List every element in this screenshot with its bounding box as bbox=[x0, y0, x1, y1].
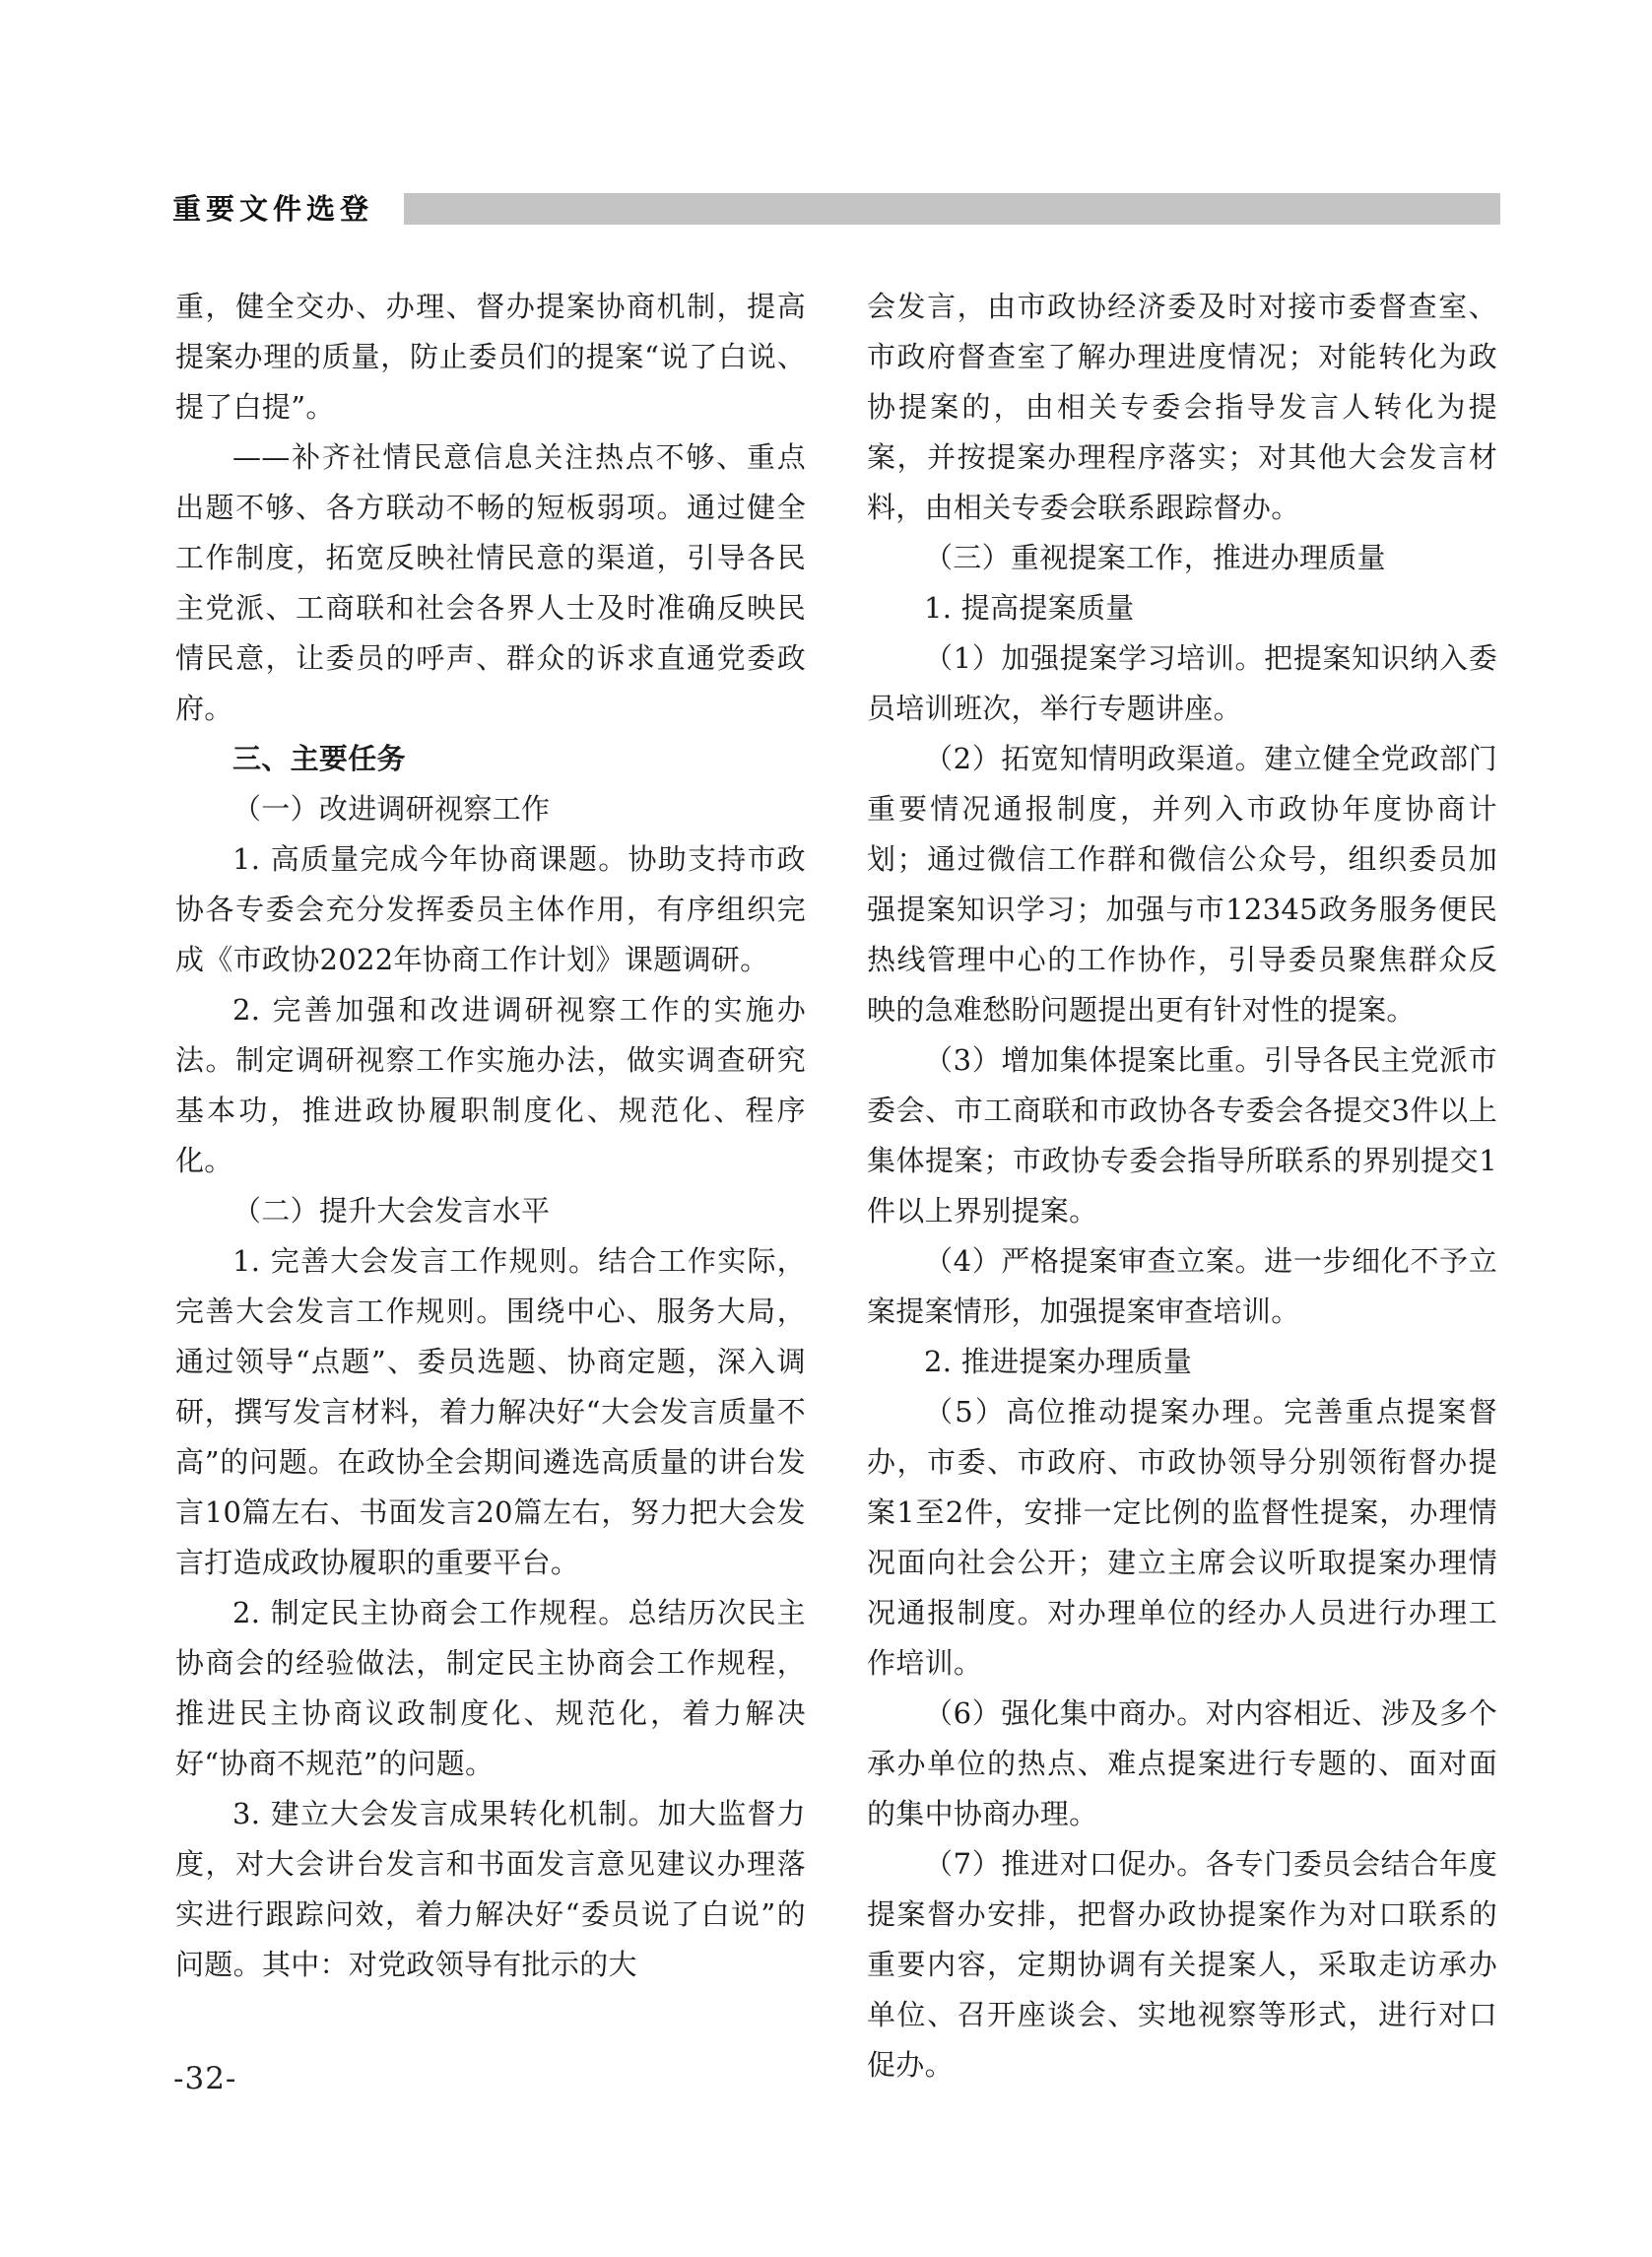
left-column-paragraph: 2. 完善加强和改进调研视察工作的实施办法。制定调研视察工作实施办法，做实调查研究基本功，推进政协履职制度化、规范化、程序化。 bbox=[175, 993, 806, 1177]
header-gray-bar bbox=[404, 193, 1500, 225]
right-column-paragraph: （4）严格提案审查立案。进一步细化不予立案提案情形，加强提案审查培训。 bbox=[867, 1244, 1497, 1328]
left-column-paragraph: （二）提升大会发言水平 bbox=[232, 1194, 551, 1228]
right-column-paragraph: （三）重视提案工作，推进办理质量 bbox=[924, 541, 1386, 574]
right-column-paragraph: （1）加强提案学习培训。把提案知识纳入委员培训班次，举行专题讲座。 bbox=[867, 641, 1497, 725]
right-text-column bbox=[867, 282, 1497, 2091]
right-column-paragraph: （2）拓宽知情明政渠道。建立健全党政部门重要情况通报制度，并列入市政协年度协商计划；通过微信工作群和微信公众号，组织委员加强提案知识学习；加强与市12345政务服务便民热线管理中心的工作协作，引导委员聚焦群众反映的急难愁盼问题提出更有针对性的提案。 bbox=[867, 742, 1497, 1027]
left-column-paragraph: 3. 建立大会发言成果转化机制。加大监督力度，对大会讲台发言和书面发言意见建议办理落实进行跟踪问效，着力解决好“委员说了白说”的问题。其中：对党政领导有批示的大 bbox=[175, 1797, 806, 1981]
left-text-column bbox=[175, 282, 806, 1990]
left-column-paragraph: ——补齐社情民意信息关注热点不够、重点出题不够、各方联动不畅的短板弱项。通过健全工作制度，拓宽反映社情民意的渠道，引导各民主党派、工商联和社会各界人士及时准确反映民情民意，让委员的呼声、群众的诉求直通党委政府。 bbox=[175, 440, 806, 725]
left-column-paragraph: 2. 制定民主协商会工作规程。总结历次民主协商会的经验做法，制定民主协商会工作规程，推进民主协商议政制度化、规范化，着力解决好“协商不规范”的问题。 bbox=[175, 1596, 806, 1780]
left-column-paragraph: （一）改进调研视察工作 bbox=[232, 792, 551, 826]
right-column-paragraph: （5）高位推动提案办理。完善重点提案督办，市委、市政府、市政协领导分别领衔督办提案1至2件，安排一定比例的监督性提案，办理情况面向社会公开；建立主席会议听取提案办理情况通报制度。对办理单位的经办人员进行办理工作培训。 bbox=[867, 1395, 1497, 1680]
right-column-paragraph: （7）推进对口促办。各专门委员会结合年度提案督办安排，把督办政协提案作为对口联系的重要内容，定期协调有关提案人，采取走访承办单位、召开座谈会、实地视察等形式，进行对口促办。 bbox=[867, 1847, 1497, 2082]
left-column-paragraph: 1. 完善大会发言工作规则。结合工作实际，完善大会发言工作规则。围绕中心、服务大局，通过领导“点题”、委员选题、协商定题，深入调研，撰写发言材料，着力解决好“大会发言质量不高”的问题。在政协全会期间遴选高质量的讲台发言10篇左右、书面发言20篇左右，努力把大会发言打造成政协履职的重要平台。 bbox=[175, 1244, 806, 1579]
right-column-paragraph: 1. 提高提案质量 bbox=[924, 591, 1135, 625]
left-column-paragraph: 三、主要任务 bbox=[232, 742, 406, 775]
page-number: -32- bbox=[173, 2061, 237, 2096]
right-column-paragraph: （3）增加集体提案比重。引导各民主党派市委会、市工商联和市政协各专委会各提交3件以上集体提案；市政协专委会指导所联系的界别提交1件以上界别提案。 bbox=[867, 1043, 1497, 1228]
right-column-paragraph: （6）强化集中商办。对内容相近、涉及多个承办单位的热点、难点提案进行专题的、面对面的集中协商办理。 bbox=[867, 1696, 1497, 1830]
left-column-paragraph: 重，健全交办、办理、督办提案协商机制，提高提案办理的质量，防止委员们的提案“说了白说、提了白提”。 bbox=[175, 290, 806, 424]
right-column-paragraph: 2. 推进提案办理质量 bbox=[924, 1345, 1193, 1378]
right-column-paragraph: 会发言，由市政协经济委及时对接市委督查室、市政府督查室了解办理进度情况；对能转化为政协提案的，由相关专委会指导发言人转化为提案，并按提案办理程序落实；对其他大会发言材料，由相关专委会联系跟踪督办。 bbox=[867, 290, 1497, 524]
left-column-paragraph: 1. 高质量完成今年协商课题。协助支持市政协各专委会充分发挥委员主体作用，有序组织完成《市政协2022年协商工作计划》课题调研。 bbox=[175, 842, 806, 976]
section-header-title: 重要文件选登 bbox=[172, 192, 374, 226]
